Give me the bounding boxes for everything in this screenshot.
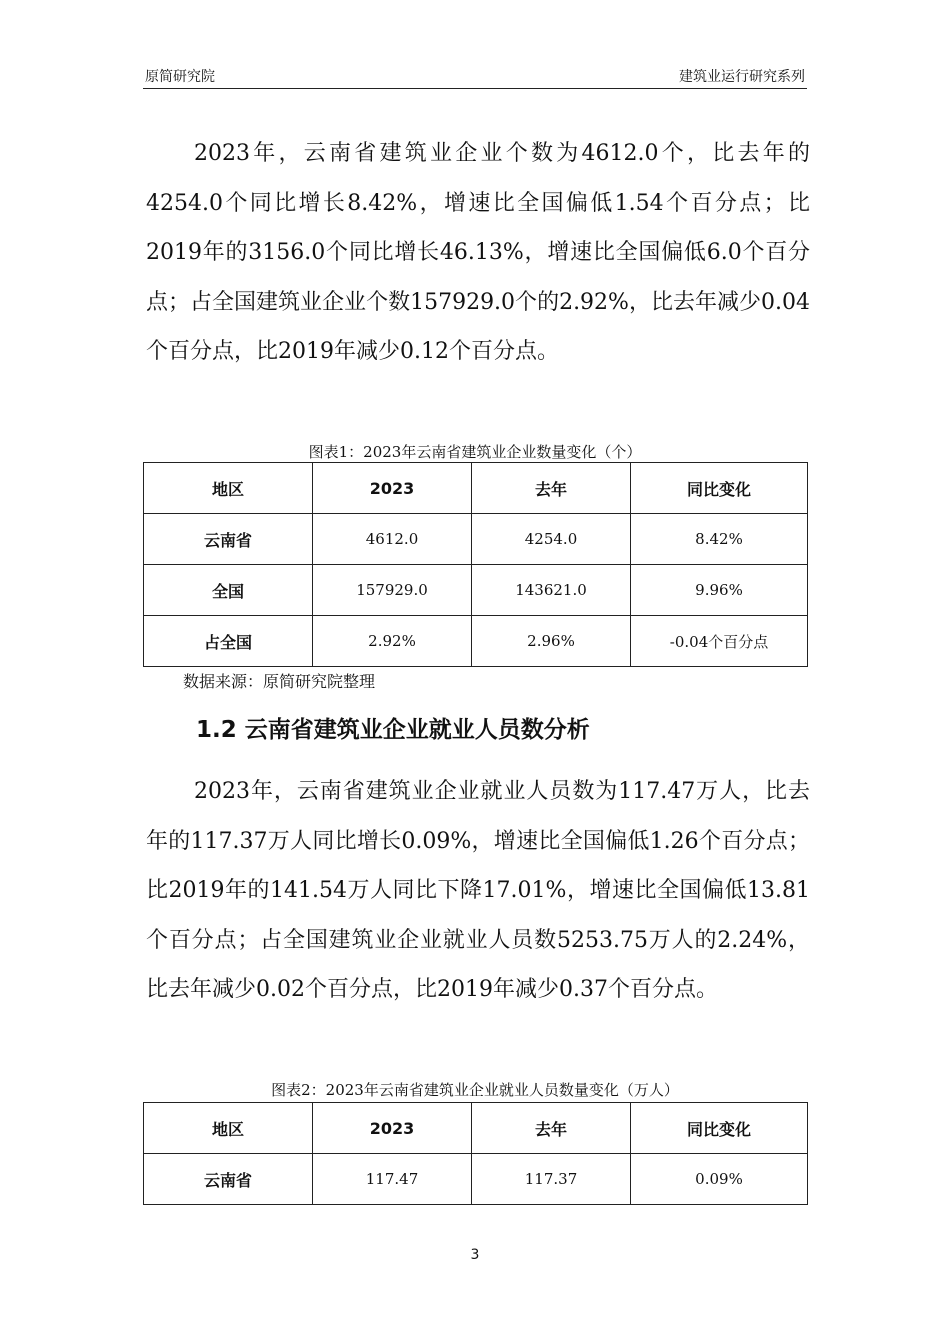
- table1-enterprise-count: [143, 462, 808, 667]
- table-cell: 2.92%: [313, 616, 472, 667]
- table-header-cell: 2023: [313, 1103, 472, 1154]
- table-header-cell: 去年: [472, 1103, 631, 1154]
- table-cell: 9.96%: [631, 565, 808, 616]
- table-cell: 8.42%: [631, 514, 808, 565]
- header-left-text: 原简研究院: [145, 69, 215, 85]
- table2-employee-count: [143, 1102, 808, 1205]
- table-cell: 157929.0: [313, 565, 472, 616]
- table-row-label: 占全国: [144, 616, 313, 667]
- table-header-cell: 2023: [313, 463, 472, 514]
- table1-caption: 图表1：2023年云南省建筑业企业数量变化（个）: [308, 443, 642, 461]
- page-number: 3: [470, 1247, 480, 1263]
- table-row-label: 云南省: [144, 514, 313, 565]
- table-cell: 117.37: [472, 1154, 631, 1205]
- table-cell: 143621.0: [472, 565, 631, 616]
- table-header-cell: 去年: [472, 463, 631, 514]
- header-right-text: 建筑业运行研究系列: [679, 69, 805, 85]
- table-row-label: 全国: [144, 565, 313, 616]
- table-header-cell: 地区: [144, 463, 313, 514]
- table-cell: 2.96%: [472, 616, 631, 667]
- table-header-row: [144, 1103, 808, 1154]
- table-header-row: [144, 463, 808, 514]
- table-cell: 117.47: [313, 1154, 472, 1205]
- header-divider: [143, 88, 807, 89]
- section-title: 1.2 云南省建筑业企业就业人员数分析: [196, 717, 590, 743]
- paragraph-enterprise-count: 2023年，云南省建筑业企业个数为4612.0个，比去年的4254.0个同比增长8.42%，增速比全国偏低1.54个百分点；比2019年的3156.0个同比增长46.13%，增速比全国偏低6.0个百分点；占全国建筑业企业个数157929.0个的2.92%，比去年减少0.04个百分点，比2019年减少0.12个百分点。: [146, 141, 810, 364]
- table2-caption: 图表2：2023年云南省建筑业企业就业人员数量变化（万人）: [271, 1081, 679, 1099]
- table-header-cell: 地区: [144, 1103, 313, 1154]
- table-cell: -0.04个百分点: [631, 616, 808, 667]
- table-row: [144, 1154, 808, 1205]
- table-row: [144, 565, 808, 616]
- table-header-cell: 同比变化: [631, 1103, 808, 1154]
- table-header-cell: 同比变化: [631, 463, 808, 514]
- table-row: [144, 514, 808, 565]
- table-cell: 4254.0: [472, 514, 631, 565]
- data-source-note: 数据来源：原简研究院整理: [183, 672, 376, 691]
- table-cell: 0.09%: [631, 1154, 808, 1205]
- table-cell: 4612.0: [313, 514, 472, 565]
- paragraph-employee-count: 2023年，云南省建筑业企业就业人员数为117.47万人，比去年的117.37万人同比增长0.09%，增速比全国偏低1.26个百分点；比2019年的141.54万人同比下降17.01%，增速比全国偏低13.81个百分点；占全国建筑业企业就业人员数5253.75万人的2.24%，比去年减少0.02个百分点，比2019年减少0.37个百分点。: [146, 779, 810, 1002]
- table-row: [144, 616, 808, 667]
- table-row-label: 云南省: [144, 1154, 313, 1205]
